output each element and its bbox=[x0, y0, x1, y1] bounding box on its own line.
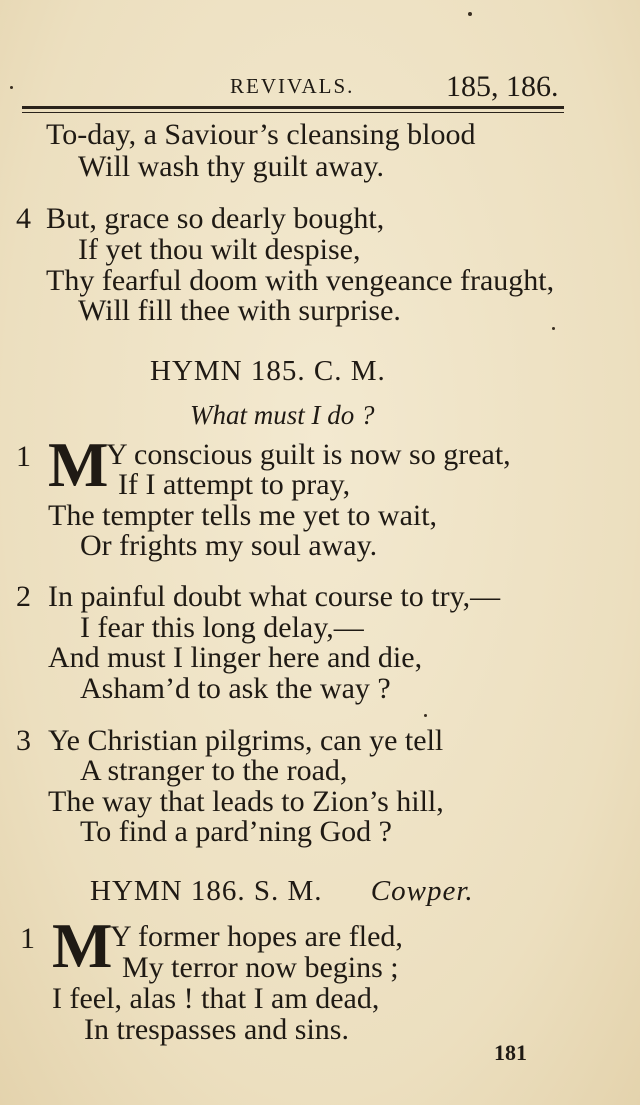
page-number: 181 bbox=[494, 1040, 527, 1065]
verse-line: I feel, alas ! that I am dead, bbox=[52, 982, 380, 1015]
hymn-186-heading bbox=[90, 874, 474, 908]
verse-line: Y former hopes are fled, bbox=[110, 920, 403, 953]
verse-line: Ye Christian pilgrims, can ye tell bbox=[48, 724, 444, 757]
verse-line: And must I linger here and die, bbox=[48, 641, 423, 674]
hymn-186-author: Cowper. bbox=[370, 875, 474, 907]
verse-line: Or frights my soul away. bbox=[80, 529, 378, 562]
ink-speck bbox=[468, 12, 472, 16]
verse-line: Asham’d to ask the way ? bbox=[80, 672, 391, 705]
verse-line: Will wash thy guilt away. bbox=[78, 150, 384, 183]
verse-line: A stranger to the road, bbox=[80, 754, 348, 787]
drop-cap: M bbox=[52, 910, 113, 981]
verse-line: If yet thou wilt despise, bbox=[78, 233, 361, 266]
hymn-185-subtitle: What must I do ? bbox=[190, 400, 375, 430]
header-rule-thin bbox=[22, 112, 564, 113]
stanza-number: 1 bbox=[16, 440, 31, 473]
stanza-number: 2 bbox=[16, 580, 31, 613]
ink-speck bbox=[424, 714, 427, 717]
hymn-numbers: 185, 186. bbox=[446, 70, 559, 103]
hymn-186-title: HYMN 186. S. M. bbox=[90, 875, 323, 907]
verse-line: But, grace so dearly bought, bbox=[46, 202, 385, 235]
stanza-number: 1 bbox=[20, 922, 35, 955]
verse-line: In painful doubt what course to try,— bbox=[48, 580, 501, 613]
verse-line: To find a pard’ning God ? bbox=[80, 815, 392, 848]
header-rule-thick bbox=[22, 106, 564, 109]
verse-line: To-day, a Saviour’s cleansing blood bbox=[46, 118, 476, 151]
verse-line: I fear this long delay,— bbox=[80, 611, 364, 644]
hymn-185-heading: HYMN 185. C. M. bbox=[150, 355, 386, 387]
stanza-number: 4 bbox=[16, 202, 31, 235]
verse-line: The way that leads to Zion’s hill, bbox=[48, 785, 444, 818]
verse-line: My terror now begins ; bbox=[122, 951, 399, 984]
verse-line: If I attempt to pray, bbox=[118, 468, 351, 501]
verse-line: Will fill thee with surprise. bbox=[78, 294, 401, 327]
running-head bbox=[0, 70, 640, 110]
stanza-number: 3 bbox=[16, 724, 31, 757]
drop-cap: M bbox=[48, 429, 109, 500]
verse-line: The tempter tells me yet to wait, bbox=[48, 499, 438, 532]
verse-line: Thy fearful doom with vengeance fraught, bbox=[46, 264, 555, 297]
verse-line: In trespasses and sins. bbox=[84, 1013, 349, 1046]
verse-line: Y conscious guilt is now so great, bbox=[106, 438, 511, 471]
ink-speck bbox=[10, 86, 13, 89]
section-title: REVIVALS. bbox=[230, 74, 355, 98]
ink-speck bbox=[552, 327, 555, 330]
